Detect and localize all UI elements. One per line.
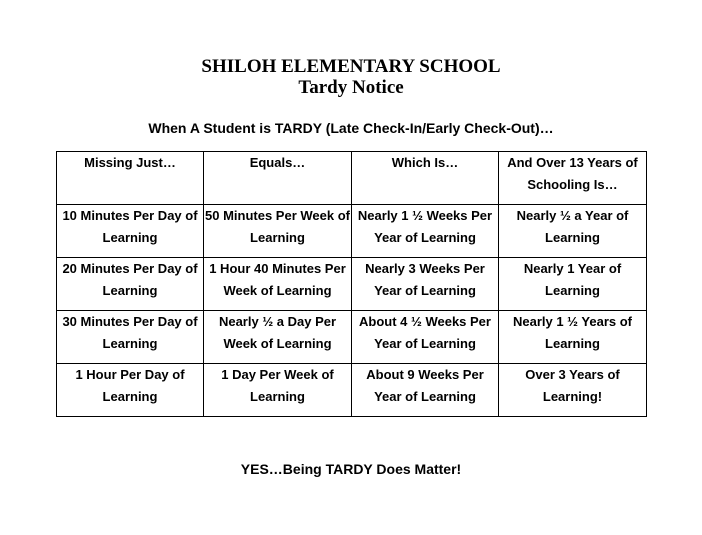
document-header [0, 56, 702, 98]
table-cell: Nearly 3 Weeks Per Year of Learning [352, 258, 499, 311]
table-cell: Nearly 1 Year of Learning [499, 258, 647, 311]
table-cell: 20 Minutes Per Day of Learning [57, 258, 204, 311]
table-cell: Nearly 1 ½ Weeks Per Year of Learning [352, 205, 499, 258]
column-header-over-13-years: And Over 13 Years of Schooling Is… [499, 152, 647, 205]
table-row [57, 364, 647, 417]
school-name: SHILOH ELEMENTARY SCHOOL [201, 56, 501, 77]
table-row [57, 258, 647, 311]
table-cell: 1 Hour 40 Minutes Per Week of Learning [204, 258, 352, 311]
table-cell: About 9 Weeks Per Year of Learning [352, 364, 499, 417]
table-row [57, 311, 647, 364]
table-cell: 30 Minutes Per Day of Learning [57, 311, 204, 364]
table-cell: Nearly ½ a Day Per Week of Learning [204, 311, 352, 364]
table-cell: About 4 ½ Weeks Per Year of Learning [352, 311, 499, 364]
table-cell: Nearly 1 ½ Years of Learning [499, 311, 647, 364]
notice-title: Tardy Notice [298, 77, 404, 98]
intro-line: When A Student is TARDY (Late Check-In/Early Check-Out)… [148, 120, 554, 136]
column-header-which-is: Which Is… [352, 152, 499, 205]
footer-message: YES…Being TARDY Does Matter! [240, 461, 462, 477]
table-row [57, 205, 647, 258]
table-cell: 1 Hour Per Day of Learning [57, 364, 204, 417]
table-cell: 1 Day Per Week of Learning [204, 364, 352, 417]
table-header-row [57, 152, 647, 205]
tardy-table [56, 151, 647, 417]
table-cell: Nearly ½ a Year of Learning [499, 205, 647, 258]
table-cell: 10 Minutes Per Day of Learning [57, 205, 204, 258]
table-cell: Over 3 Years of Learning! [499, 364, 647, 417]
column-header-equals: Equals… [204, 152, 352, 205]
table-cell: 50 Minutes Per Week of Learning [204, 205, 352, 258]
column-header-missing: Missing Just… [57, 152, 204, 205]
